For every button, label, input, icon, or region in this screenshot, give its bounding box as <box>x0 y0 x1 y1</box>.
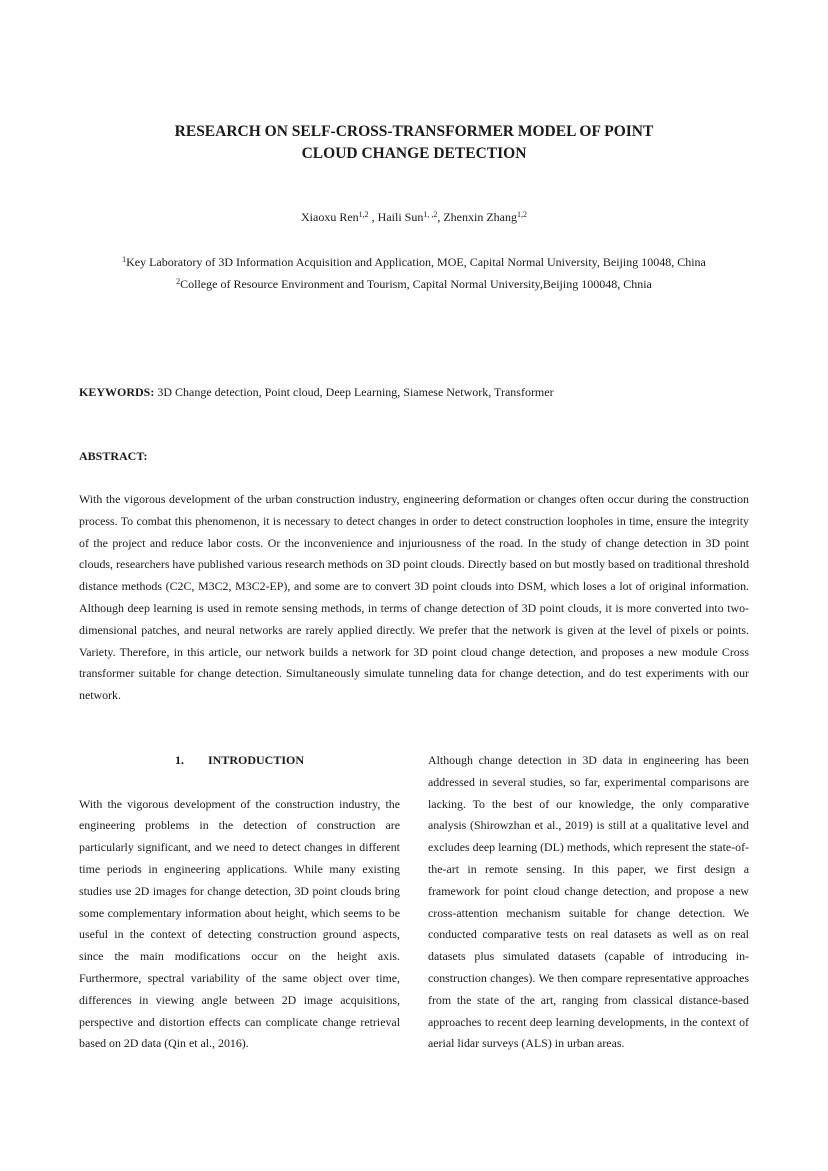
right-column <box>428 750 749 1055</box>
paper-title <box>0 121 828 165</box>
title-line-1: RESEARCH ON SELF-CROSS-TRANSFORMER MODEL OF POINT <box>174 123 654 140</box>
author-name: Xiaoxu Ren <box>301 210 359 224</box>
author-list <box>0 209 828 225</box>
affiliation-marker: 2 <box>176 277 181 286</box>
affiliation-text: Key Laboratory of 3D Information Acquisition and Application, MOE, Capital Normal University, Beijing 10048, China <box>126 255 706 269</box>
affiliation-marker: 1 <box>122 255 127 264</box>
abstract-heading: ABSTRACT: <box>79 449 148 463</box>
left-column <box>79 750 400 1055</box>
keywords <box>79 384 554 400</box>
section-number: 1. <box>174 753 184 767</box>
abstract-text: With the vigorous development of the urban construction industry, engineering deformation or changes often occur during the construction process. To combat this phenomenon, it is necessary to detect changes in order to detect construction loopholes in time, ensure the integrity of the project and reduce labor costs. Or the inconvenience and injuriousness of the road. In the study of change detection in 3D point clouds, researchers have published various research methods on 3D point clouds. Directly based on but mostly based on traditional threshold distance methods (C2C, M3C2, M3C2-EP), and some are to convert 3D point clouds into DSM, which loses a lot of original information. Although deep learning is used in remote sensing methods, in terms of change detection of 3D point clouds, it is more converted into two-dimensional patches, and neural networks are rarely applied directly. We prefer that the network is given at the level of pixels or points. Variety. Therefore, in this article, our network builds a network for 3D point cloud change detection, and proposes a new module Cross transformer suitable for change detection. Simultaneously simulate tunneling data for change detection, and do test experiments with our network. <box>79 492 750 703</box>
author-separator: , <box>437 210 444 224</box>
affiliation-2 <box>0 276 828 292</box>
author-name: Haili Sun <box>377 210 424 224</box>
author-name: Zhenxin Zhang <box>443 210 517 224</box>
author-separator: , <box>368 210 378 224</box>
affiliation-text: College of Resource Environment and Tourism, Capital Normal University,Beijing 100048, Chnia <box>180 277 652 291</box>
author-affiliation-marker: 1,2 <box>358 210 369 219</box>
affiliation-1 <box>0 254 828 270</box>
author-affiliation-marker: 1,2 <box>516 210 527 219</box>
title-line-2: CLOUD CHANGE DETECTION <box>301 145 527 162</box>
section-title: INTRODUCTION <box>207 753 304 767</box>
keywords-label: KEYWORDS: <box>79 385 155 399</box>
author-affiliation-marker: 1, ,2 <box>423 210 438 219</box>
keywords-text: 3D Change detection, Point cloud, Deep Learning, Siamese Network, Transformer <box>154 385 554 399</box>
introduction-paragraph-2: Although change detection in 3D data in engineering has been addressed in several studies, so far, experimental comparisons are lacking. To the best of our knowledge, the only comparative analysis (Shirowzhan et al., 2019) is still at a qualitative level and excludes deep learning (DL) methods, which represent the state-of-the-art in remote sensing. In this paper, we first design a framework for point cloud change detection, and propose a new cross-attention mechanism suitable for change detection. We conducted comparative tests on real datasets as well as on real datasets plus simulated datasets (capable of introducing in-construction changes). We then compare representative approaches from the state of the art, ranging from classical distance-based approaches to recent deep learning developments, in the context of aerial lidar surveys (ALS) in urban areas. <box>428 753 749 1051</box>
introduction-paragraph-1: With the vigorous development of the construction industry, the engineering problems in the detection of construction are particularly significant, and we need to detect changes in different time periods in engineering applications. While many existing studies use 2D images for change detection, 3D point clouds bring some complementary information about height, which seems to be useful in the context of detecting construction ground aspects, since the main modifications occur on the height axis. Furthermore, spectral variability of the same object over time, differences in viewing angle between 2D image acquisitions, perspective and distortion effects can complicate change retrieval based on 2D data (Qin et al., 2016). <box>79 796 400 1051</box>
section-heading-introduction <box>79 750 400 772</box>
